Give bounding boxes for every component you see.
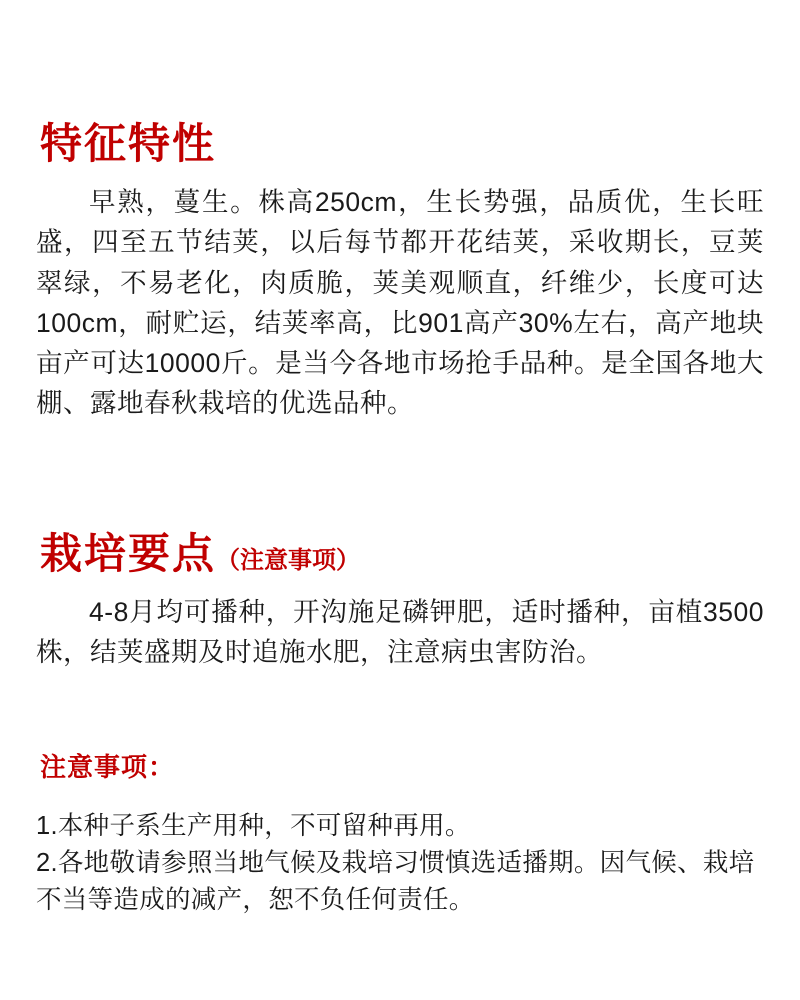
- cultivation-heading: [40, 532, 360, 578]
- cultivation-heading-main: 栽培要点: [40, 532, 217, 578]
- cultivation-heading-suffix: （注意事项）: [216, 548, 361, 574]
- features-body-text: 早熟，蔓生。株高250cm，生长势强，品质优，生长旺盛，四至五节结荚，以后每节都开花结荚，采收期长，豆荚翠绿，不易老化，肉质脆，荚美观顺直，纤维少，长度可达100cm，耐贮运，结荚率高，比901高产30%左右，高产地块亩产可达10000斤。是当今各地市场抢手品种。是全国各地大棚、露地春秋栽培的优选品种。: [36, 187, 764, 419]
- notice-heading: 注意事项：: [40, 753, 176, 782]
- notice-line-1: 1.本种子系生产用种，不可留种再用。: [36, 812, 471, 840]
- notice-body: [36, 808, 772, 919]
- notice-line-2: 2.各地敬请参照当地气候及栽培习惯慎选适播期。因气候、栽培不当等造成的减产，恕不负任何责任。: [36, 848, 755, 914]
- features-heading: 特征特性: [40, 122, 217, 168]
- cultivation-body-text: 4-8月均可播种，开沟施足磷钾肥，适时播种，亩植3500株，结荚盛期及时追施水肥，注意病虫害防治。: [36, 597, 764, 668]
